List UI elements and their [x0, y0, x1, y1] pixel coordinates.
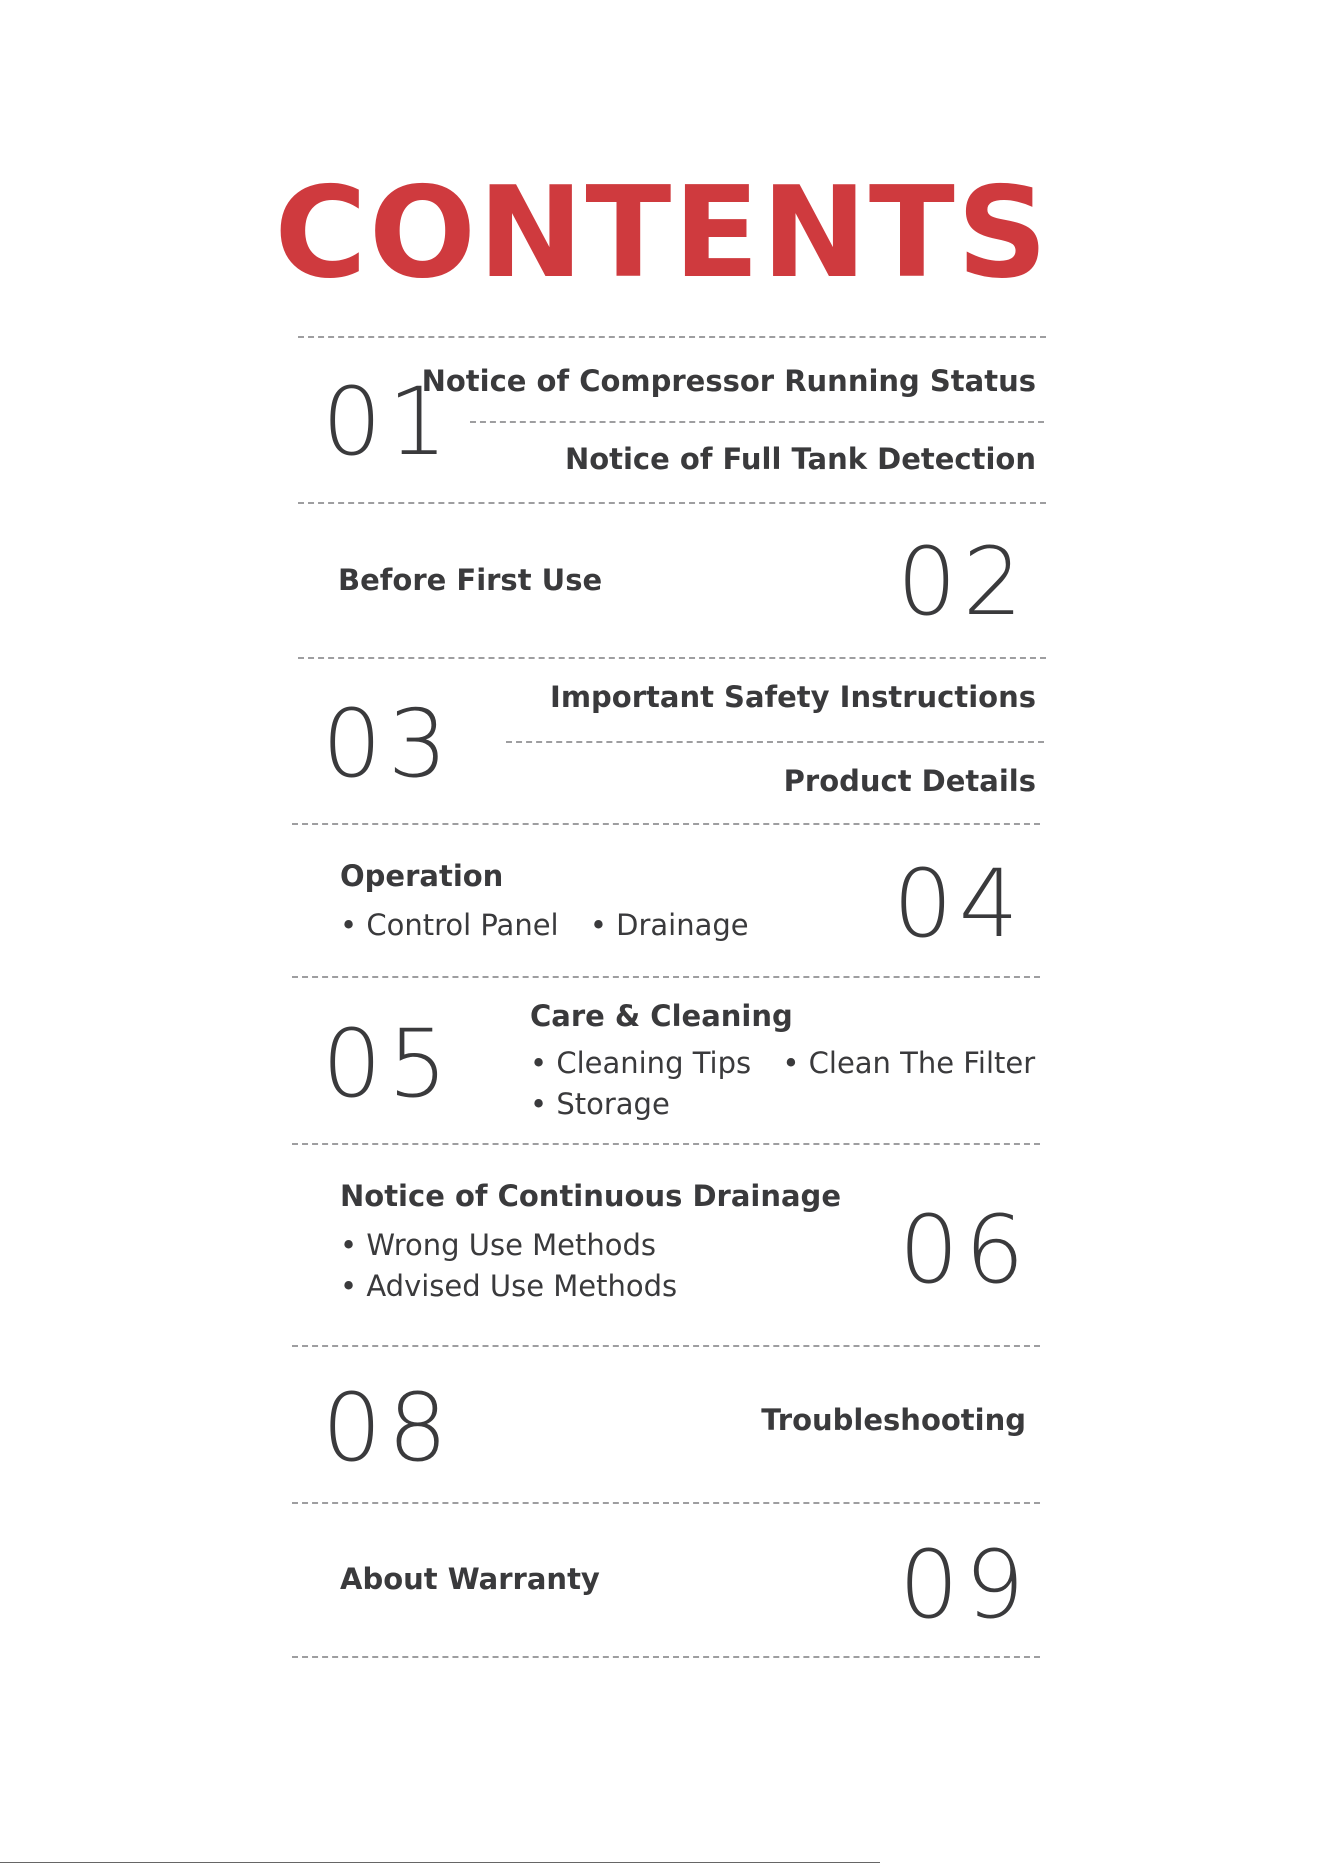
bullet-list: [340, 908, 771, 943]
divider: [298, 336, 1046, 338]
section-number: 06: [899, 1196, 1031, 1305]
divider: [292, 1502, 1040, 1504]
section-number: 03: [322, 690, 454, 799]
section-number: 02: [897, 528, 1029, 637]
sub-divider: [506, 741, 1044, 743]
toc-link-troubleshooting[interactable]: Troubleshooting: [761, 1403, 1026, 1437]
bullet-item: • Wrong Use Methods: [340, 1228, 656, 1262]
divider: [292, 1143, 1040, 1145]
toc-link-safety-instructions[interactable]: Important Safety Instructions: [550, 680, 1036, 714]
toc-link-continuous-drainage[interactable]: Notice of Continuous Drainage: [340, 1179, 841, 1213]
bullet-item: • Control Panel: [340, 908, 559, 942]
toc-link-full-tank[interactable]: Notice of Full Tank Detection: [564, 442, 1036, 476]
bullet-item: • Storage: [530, 1087, 670, 1121]
toc-link-operation[interactable]: Operation: [340, 859, 504, 893]
divider: [292, 976, 1040, 978]
bullet-item: • Advised Use Methods: [340, 1269, 677, 1303]
toc-link-product-details[interactable]: Product Details: [783, 764, 1036, 798]
footer-rule: [0, 1862, 880, 1863]
bullet-item: • Drainage: [590, 908, 749, 942]
divider: [292, 1656, 1040, 1658]
toc-link-compressor-status[interactable]: Notice of Compressor Running Status: [421, 364, 1036, 398]
divider: [298, 657, 1046, 659]
section-number: 01: [322, 368, 454, 477]
divider: [298, 502, 1046, 504]
divider: [292, 1345, 1040, 1347]
page-title: CONTENTS: [274, 159, 1050, 306]
bullet-item: • Clean The Filter: [782, 1046, 1035, 1080]
sub-divider: [470, 421, 1044, 423]
section-number: 05: [322, 1010, 454, 1119]
bullet-list: [340, 1228, 699, 1310]
toc-link-warranty[interactable]: About Warranty: [340, 1562, 600, 1596]
toc-link-before-first-use[interactable]: Before First Use: [338, 563, 603, 597]
bullet-item: • Cleaning Tips: [530, 1046, 751, 1080]
section-number: 08: [322, 1374, 454, 1483]
section-number: 04: [893, 850, 1025, 959]
divider: [292, 823, 1040, 825]
toc-link-care-cleaning[interactable]: Care & Cleaning: [530, 999, 793, 1033]
bullet-list: [530, 1046, 1057, 1128]
section-number: 09: [899, 1531, 1031, 1640]
